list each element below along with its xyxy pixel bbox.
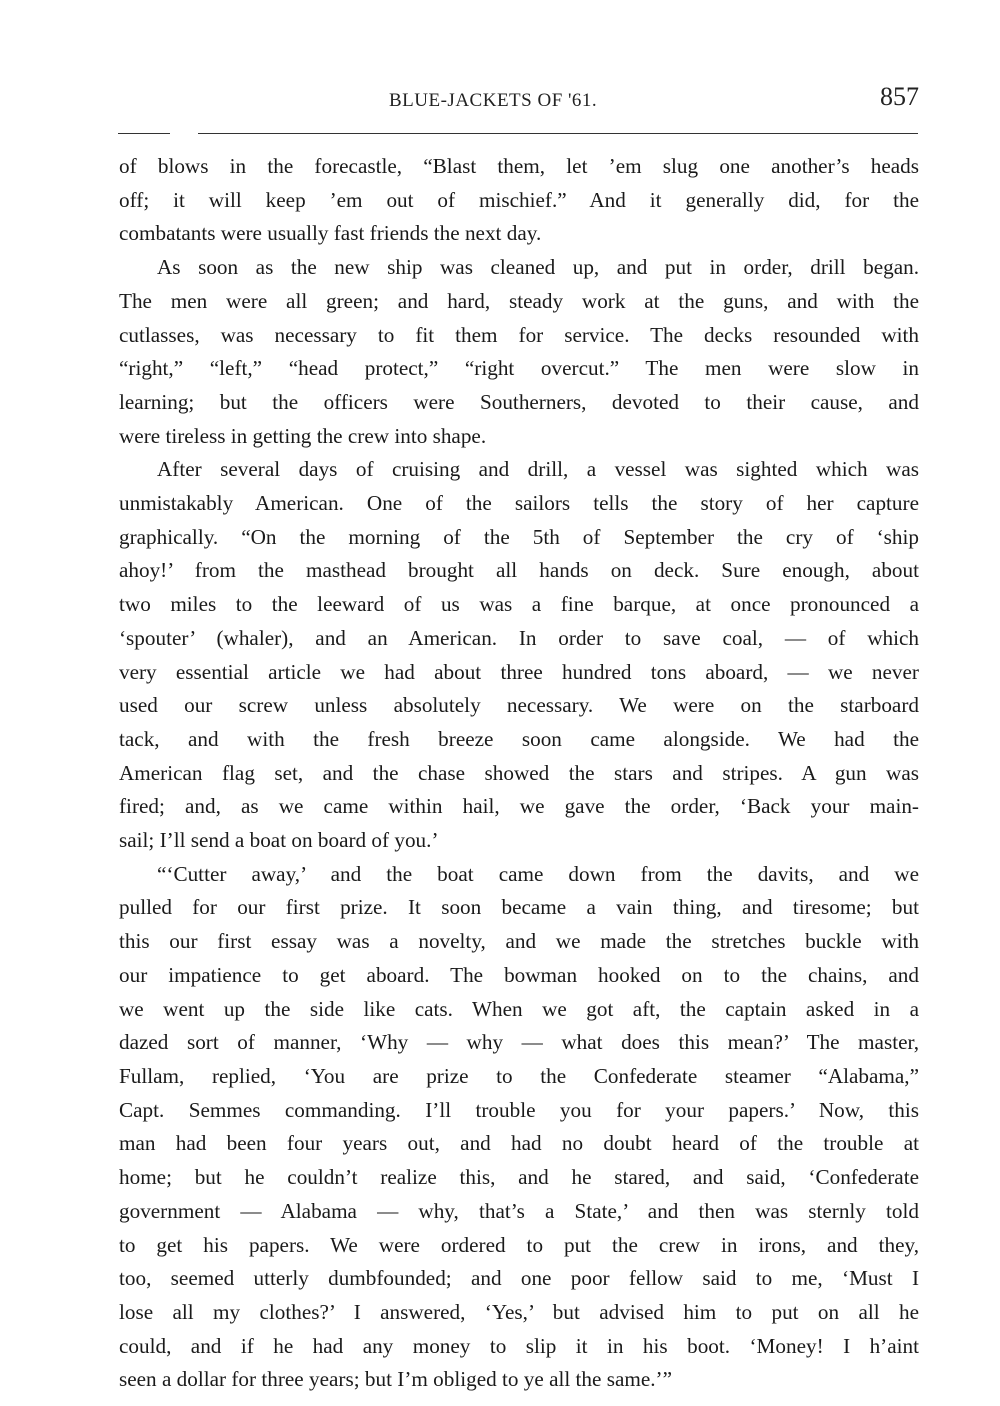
text-line: pulled for our first prize. It soon became a vain thing, and tiresome; but [119,895,919,920]
header-rule-gap [170,131,198,136]
text-line: The men were all green; and hard, steady work at the guns, and with the [119,288,919,313]
text-line: ahoy!’ from the masthead brought all hands on deck. Sure enough, about [119,558,919,583]
text-line: man had been four years out, and had no doubt heard of the trouble at [119,1131,919,1156]
text-line: fired; and, as we came within hail, we gave the order, ‘Back your main- [119,794,919,819]
text-line: lose all my clothes?’ I answered, ‘Yes,’ but advised him to put on all he [119,1299,919,1324]
text-line: of blows in the forecastle, “Blast them, let ’em slug one another’s heads [119,154,919,178]
page-number: 857 [880,82,919,111]
paragraph-4 [119,858,919,1397]
text-line: Fullam, replied, ‘You are prize to the Confederate steamer “Alabama,” [119,1063,919,1088]
paragraph-2 [119,251,919,453]
text-line: “right,” “left,” “head protect,” “right overcut.” The men were slow in [119,356,919,381]
text-line: tack, and with the fresh breeze soon came alongside. We had the [119,726,919,751]
text-line: dazed sort of manner, ‘Why — why — what does this mean?’ The master, [119,1030,919,1055]
text-line: American flag set, and the chase showed the stars and stripes. A gun was [119,760,919,785]
text-line: to get his papers. We were ordered to put the crew in irons, and they, [119,1232,919,1257]
text-line: learning; but the officers were Southerners, devoted to their cause, and [119,389,919,414]
text-line: “‘Cutter away,’ and the boat came down from the davits, and we [157,861,919,886]
text-line: unmistakably American. One of the sailors tells the story of her capture [119,491,919,516]
text-line: seen a dollar for three years; but I’m obliged to ye all the same.’” [119,1367,673,1392]
paragraph-3 [119,453,919,857]
text-line: too, seemed utterly dumbfounded; and one poor fellow said to me, ‘Must I [119,1266,919,1291]
header-rule [118,133,918,134]
text-line: cutlasses, was necessary to fit them for service. The decks resounded with [119,322,919,347]
body-text [119,150,919,1397]
text-line: two miles to the leeward of us was a fine barque, at once pronounced a [119,592,919,617]
paragraph-1 [119,150,919,251]
running-title: BLUE-JACKETS OF '61. [389,90,598,111]
text-line: home; but he couldn’t realize this, and he stared, and said, ‘Confederate [119,1165,919,1190]
text-line: graphically. “On the morning of the 5th of September the cry of ‘ship [119,524,919,549]
text-line: ‘spouter’ (whaler), and an American. In order to save coal, — of which [119,625,919,650]
text-line: we went up the side like cats. When we got aft, the captain asked in a [119,996,919,1021]
text-line: Capt. Semmes commanding. I’ll trouble you for your papers.’ Now, this [119,1097,919,1122]
text-line: combatants were usually fast friends the next day. [119,221,542,246]
text-line: could, and if he had any money to slip it in his boot. ‘Money! I h’aint [119,1333,919,1358]
text-line: very essential article we had about three hundred tons aboard, — we never [119,659,919,684]
text-line: After several days of cruising and drill, a vessel was sighted which was [157,457,919,482]
text-line: sail; I’ll send a boat on board of you.’ [119,828,439,853]
text-line: our impatience to get aboard. The bowman hooked on to the chains, and [119,962,919,987]
text-line: used our screw unless absolutely necessary. We were on the starboard [119,693,919,718]
text-line: As soon as the new ship was cleaned up, and put in order, drill began. [157,255,919,280]
text-line: were tireless in getting the crew into shape. [119,423,487,448]
text-line: this our first essay was a novelty, and we made the stretches buckle with [119,929,919,954]
page-header [119,82,919,122]
text-line: government — Alabama — why, that’s a State,’ and then was sternly told [119,1198,919,1223]
text-line: off; it will keep ’em out of mischief.” And it generally did, for the [119,187,919,212]
